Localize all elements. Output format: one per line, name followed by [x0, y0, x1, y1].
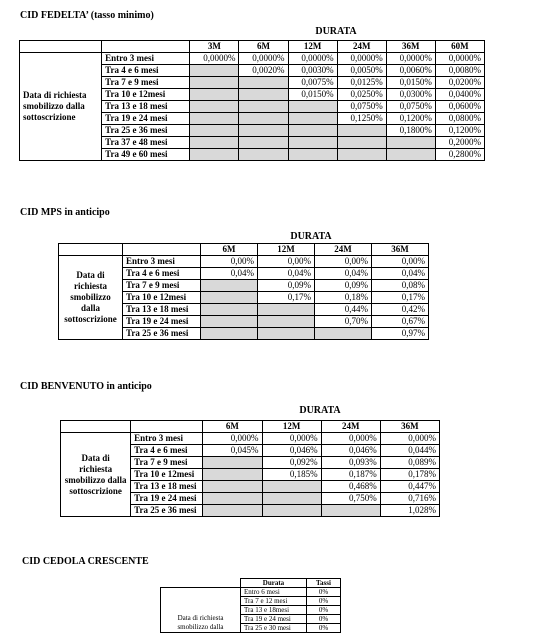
rate-cell: 0,000% [321, 433, 380, 445]
column-header-12m: 12M [288, 41, 337, 53]
empty-cell [190, 65, 239, 77]
rate-cell: 0,04% [258, 268, 315, 280]
side-label: Data di richiesta smobilizzo dalla sottoscrizione [20, 53, 102, 161]
empty-cell [337, 137, 386, 149]
durata-header-mps: DURATA [290, 231, 332, 242]
rate-cell: 0% [307, 624, 341, 633]
empty-cell [190, 77, 239, 89]
header-blank-cell [102, 41, 190, 53]
rate-cell: 0,18% [315, 292, 372, 304]
empty-cell [288, 113, 337, 125]
rate-cell: 0,045% [203, 445, 262, 457]
rate-cell: 0% [307, 606, 341, 615]
side-label: Data di richiesta smobilizzo dalla sottoscrizione [61, 433, 131, 517]
row-label: Tra 19 e 24 mesi [241, 615, 307, 624]
header-blank-cell [161, 579, 241, 588]
empty-cell [201, 280, 258, 292]
rate-cell: 0,0080% [435, 65, 484, 77]
rate-cell: 0,09% [315, 280, 372, 292]
header-row [59, 244, 429, 256]
rate-cell: 0,0030% [288, 65, 337, 77]
side-label: Data di richiesta smobilizzo dalla sottoscrizione [59, 256, 123, 340]
rate-cell: 0,0400% [435, 89, 484, 101]
header-row [161, 579, 341, 588]
empty-cell [262, 505, 321, 517]
rate-cell: 0,04% [201, 268, 258, 280]
row-label: Tra 13 e 18 mesi [123, 304, 201, 316]
column-header-24m: 24M [315, 244, 372, 256]
rate-cell: 0,00% [315, 256, 372, 268]
rate-cell: 0,0000% [239, 53, 288, 65]
column-header-24m: 24M [321, 421, 380, 433]
empty-cell [258, 304, 315, 316]
row-label: Tra 7 e 9 mesi [123, 280, 201, 292]
empty-cell [203, 493, 262, 505]
rate-cell: 0,04% [315, 268, 372, 280]
empty-cell [190, 113, 239, 125]
rate-cell: 0,1200% [435, 125, 484, 137]
rate-cell: 0,0000% [435, 53, 484, 65]
rate-cell: 0% [307, 615, 341, 624]
rate-cell: 0,70% [315, 316, 372, 328]
row-label: Tra 4 e 6 mesi [131, 445, 203, 457]
rates-table-benvenuto [60, 420, 440, 517]
column-header-24m: 24M [337, 41, 386, 53]
row-label: Tra 4 e 6 mesi [102, 65, 190, 77]
section-title-benvenuto: CID BENVENUTO in anticipo [20, 381, 152, 392]
column-header-3m: 3M [190, 41, 239, 53]
rate-cell: 0,0000% [337, 53, 386, 65]
row-label: Tra 7 e 9 mesi [102, 77, 190, 89]
rate-cell: 0,1800% [386, 125, 435, 137]
rate-cell: 0,1200% [386, 113, 435, 125]
column-header-6m: 6M [203, 421, 262, 433]
row-label: Entro 3 mesi [123, 256, 201, 268]
rate-cell: 0,750% [321, 493, 380, 505]
rate-cell: 0,0125% [337, 77, 386, 89]
rate-cell: 0,046% [321, 445, 380, 457]
empty-cell [258, 316, 315, 328]
rate-cell: 0,468% [321, 481, 380, 493]
row-label: Entro 3 mesi [131, 433, 203, 445]
row-label: Tra 25 e 36 mesi [123, 328, 201, 340]
header-blank-cell [59, 244, 123, 256]
row-label: Tra 10 e 12mesi [123, 292, 201, 304]
rate-cell: 0,447% [380, 481, 439, 493]
column-header-60m: 60M [435, 41, 484, 53]
rate-cell: 0,0750% [337, 101, 386, 113]
rate-cell: 0,2800% [435, 149, 484, 161]
rates-table-cedola [160, 578, 341, 633]
header-blank-cell [61, 421, 131, 433]
row-label: Tra 7 e 12 mesi [241, 597, 307, 606]
empty-cell [201, 316, 258, 328]
column-header-tassi: Tassi [307, 579, 341, 588]
section-title-mps: CID MPS in anticipo [20, 207, 110, 218]
rate-cell: 0,2000% [435, 137, 484, 149]
row-label: Entro 6 mesi [241, 588, 307, 597]
rate-cell: 0,0000% [386, 53, 435, 65]
rate-cell: 0,0075% [288, 77, 337, 89]
empty-cell [262, 493, 321, 505]
rate-cell: 0,00% [372, 256, 429, 268]
empty-cell [190, 149, 239, 161]
table-row [61, 433, 440, 445]
empty-cell [190, 125, 239, 137]
column-header-12m: 12M [258, 244, 315, 256]
empty-cell [337, 149, 386, 161]
empty-cell [239, 101, 288, 113]
rate-cell: 0,0750% [386, 101, 435, 113]
row-label: Tra 19 e 24 mesi [123, 316, 201, 328]
rate-cell: 0,17% [258, 292, 315, 304]
empty-cell [337, 125, 386, 137]
row-label: Tra 10 e 12mesi [102, 89, 190, 101]
rate-cell: 0,046% [262, 445, 321, 457]
empty-cell [190, 101, 239, 113]
empty-cell [201, 328, 258, 340]
column-header-durata: Durata [241, 579, 307, 588]
empty-cell [203, 469, 262, 481]
empty-cell [201, 292, 258, 304]
table-row [59, 256, 429, 268]
rate-cell: 0,0050% [337, 65, 386, 77]
rate-cell: 0,092% [262, 457, 321, 469]
rate-cell: 1,028% [380, 505, 439, 517]
rate-cell: 0,0060% [386, 65, 435, 77]
column-header-36m: 36M [372, 244, 429, 256]
row-label: Tra 25 e 36 mesi [131, 505, 203, 517]
rate-cell: 0,0150% [288, 89, 337, 101]
rate-cell: 0,0600% [435, 101, 484, 113]
empty-cell [258, 328, 315, 340]
rate-cell: 0,0800% [435, 113, 484, 125]
column-header-12m: 12M [262, 421, 321, 433]
empty-cell [190, 89, 239, 101]
rate-cell: 0,67% [372, 316, 429, 328]
header-blank-cell [131, 421, 203, 433]
row-label: Entro 3 mesi [102, 53, 190, 65]
header-blank-cell [20, 41, 102, 53]
row-label: Tra 25 e 30 mesi [241, 624, 307, 633]
rate-cell: 0,000% [380, 433, 439, 445]
rates-table-fedelta [19, 40, 485, 161]
empty-cell [288, 149, 337, 161]
row-label: Tra 25 e 36 mesi [102, 125, 190, 137]
rate-cell: 0,089% [380, 457, 439, 469]
row-label: Tra 13 e 18 mesi [131, 481, 203, 493]
column-header-36m: 36M [380, 421, 439, 433]
empty-cell [203, 457, 262, 469]
row-label: Tra 10 e 12mesi [131, 469, 203, 481]
rate-cell: 0,17% [372, 292, 429, 304]
rate-cell: 0,1250% [337, 113, 386, 125]
empty-cell [315, 328, 372, 340]
rate-cell: 0,716% [380, 493, 439, 505]
empty-cell [239, 137, 288, 149]
section-title-cedola: CID CEDOLA CRESCENTE [22, 556, 149, 567]
table-row [161, 588, 341, 597]
column-header-6m: 6M [239, 41, 288, 53]
rate-cell: 0,0200% [435, 77, 484, 89]
empty-cell [321, 505, 380, 517]
rate-cell: 0,0300% [386, 89, 435, 101]
header-row [61, 421, 440, 433]
rate-cell: 0% [307, 597, 341, 606]
rates-table-mps [58, 243, 429, 340]
rate-cell: 0,044% [380, 445, 439, 457]
rate-cell: 0,97% [372, 328, 429, 340]
column-header-36m: 36M [386, 41, 435, 53]
row-label: Tra 13 e 18 mesi [102, 101, 190, 113]
row-label: Tra 7 e 9 mesi [131, 457, 203, 469]
empty-cell [288, 101, 337, 113]
durata-header-fedelta: DURATA [315, 26, 357, 37]
rate-cell: 0,09% [258, 280, 315, 292]
rate-cell: 0,04% [372, 268, 429, 280]
empty-cell [190, 137, 239, 149]
rate-cell: 0,187% [321, 469, 380, 481]
row-label: Tra 37 e 48 mesi [102, 137, 190, 149]
header-blank-cell [123, 244, 201, 256]
column-header-6m: 6M [201, 244, 258, 256]
rate-cell: 0,000% [203, 433, 262, 445]
empty-cell [239, 89, 288, 101]
header-row [20, 41, 485, 53]
rate-cell: 0,000% [262, 433, 321, 445]
rate-cell: 0,178% [380, 469, 439, 481]
side-label: Data di richiesta smobilizzo dalla [161, 588, 241, 633]
table-row [20, 53, 485, 65]
durata-header-benvenuto: DURATA [299, 405, 341, 416]
rate-cell: 0,0020% [239, 65, 288, 77]
rate-cell: 0,08% [372, 280, 429, 292]
section-title-fedelta: CID FEDELTA’ (tasso minimo) [20, 10, 154, 21]
row-label: Tra 49 e 60 mesi [102, 149, 190, 161]
empty-cell [239, 113, 288, 125]
rate-cell: 0,0250% [337, 89, 386, 101]
rate-cell: 0,0000% [190, 53, 239, 65]
empty-cell [203, 505, 262, 517]
empty-cell [386, 137, 435, 149]
empty-cell [262, 481, 321, 493]
rate-cell: 0,0150% [386, 77, 435, 89]
row-label: Tra 19 e 24 mesi [102, 113, 190, 125]
rate-cell: 0,093% [321, 457, 380, 469]
empty-cell [288, 125, 337, 137]
empty-cell [203, 481, 262, 493]
rate-cell: 0,42% [372, 304, 429, 316]
rate-cell: 0,185% [262, 469, 321, 481]
rate-cell: 0,0000% [288, 53, 337, 65]
empty-cell [239, 77, 288, 89]
empty-cell [386, 149, 435, 161]
rate-cell: 0% [307, 588, 341, 597]
empty-cell [239, 149, 288, 161]
rate-cell: 0,00% [258, 256, 315, 268]
empty-cell [288, 137, 337, 149]
row-label: Tra 4 e 6 mesi [123, 268, 201, 280]
row-label: Tra 13 e 18mesi [241, 606, 307, 615]
rate-cell: 0,44% [315, 304, 372, 316]
row-label: Tra 19 e 24 mesi [131, 493, 203, 505]
empty-cell [201, 304, 258, 316]
rate-cell: 0,00% [201, 256, 258, 268]
empty-cell [239, 125, 288, 137]
